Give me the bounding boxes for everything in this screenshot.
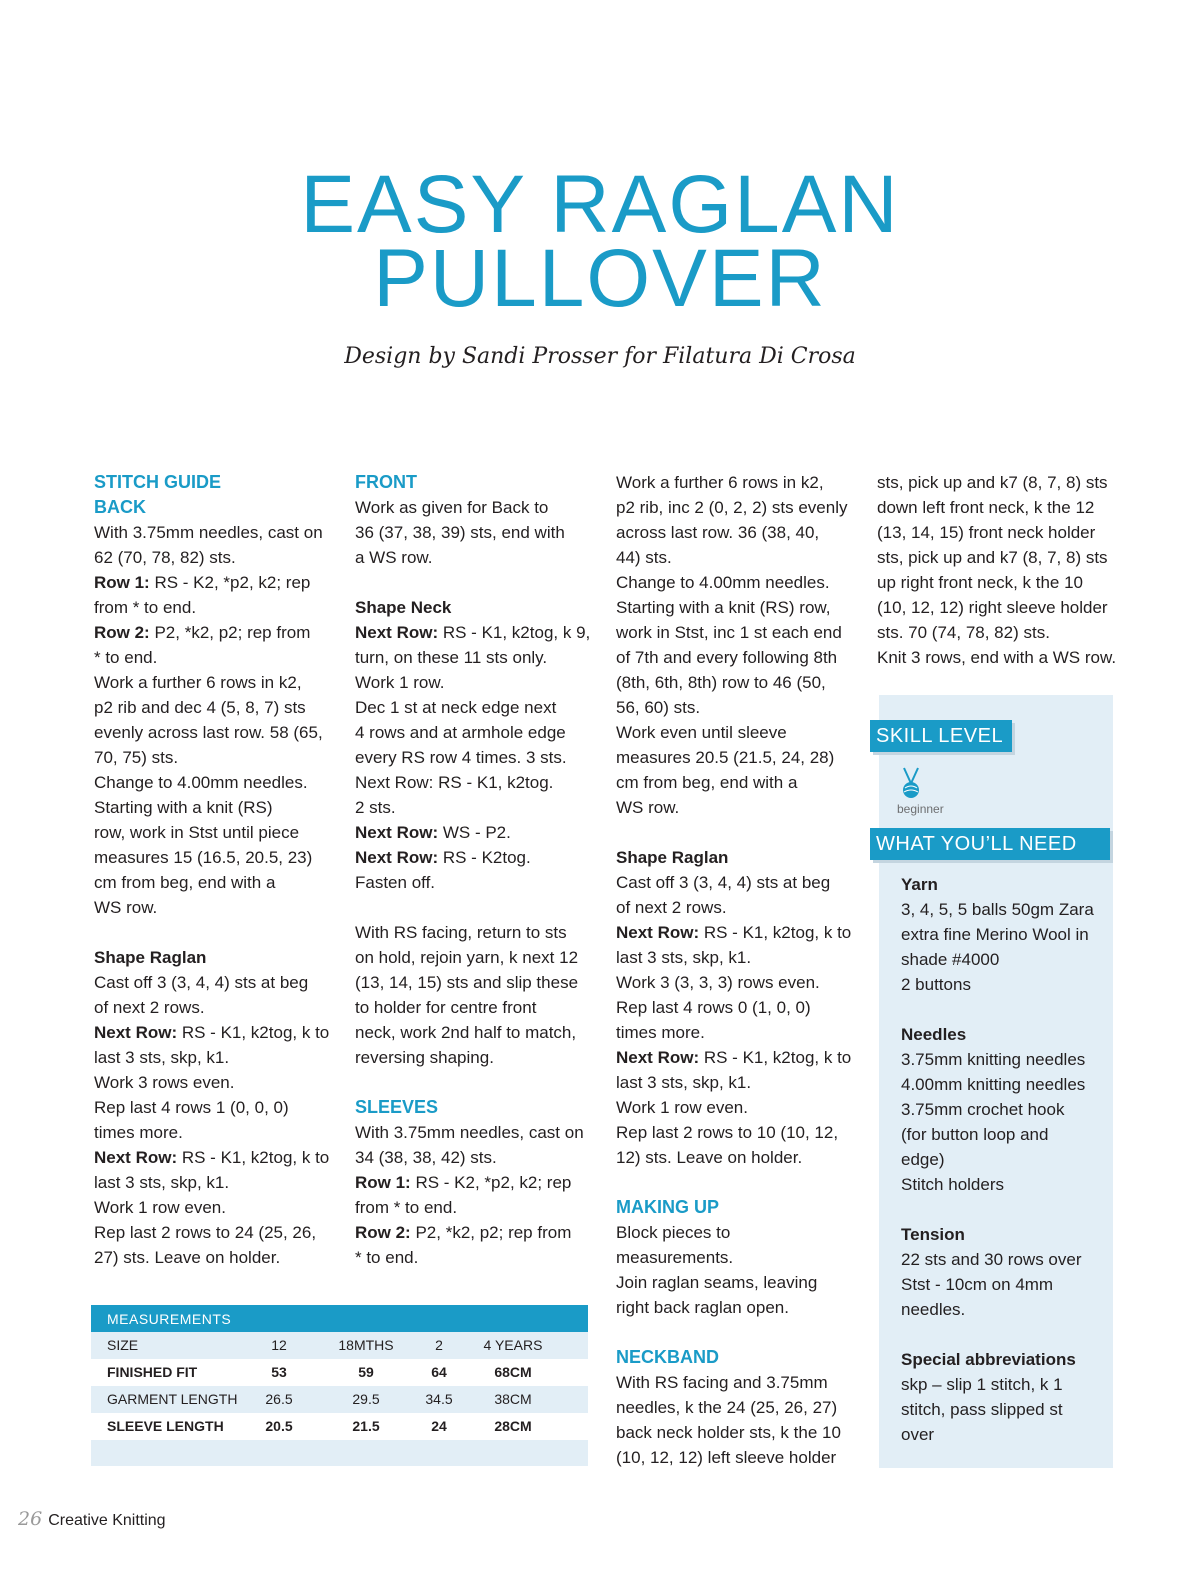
instruction-line: 56, 60) sts.	[616, 698, 701, 717]
instruction-line: sts, pick up and k7 (8, 7, 8) sts	[877, 548, 1108, 567]
spacer	[901, 1322, 1111, 1347]
instruction-line: 3.75mm crochet hook	[901, 1100, 1065, 1119]
instruction-line: last 3 sts, skp, k1.	[616, 948, 752, 967]
instruction-line: 4 rows and at armhole edge	[355, 723, 566, 742]
instruction-line: measures 15 (16.5, 20.5, 23)	[94, 848, 313, 867]
table-cell: 38CM	[494, 1391, 532, 1407]
page-number: 26	[18, 1508, 43, 1530]
subsection-heading: Shape Raglan	[94, 948, 207, 967]
instruction-line: last 3 sts, skp, k1.	[94, 1048, 230, 1067]
instruction-line: extra fine Merino Wool in	[901, 925, 1089, 944]
instruction-line: up right front neck, k the 10	[877, 573, 1084, 592]
instruction-line	[94, 570, 334, 595]
spacer	[94, 920, 334, 945]
instruction-line: Fasten off.	[355, 873, 436, 892]
instruction-line: 4.00mm knitting needles	[901, 1075, 1086, 1094]
table-cell: 20.5	[265, 1418, 293, 1434]
instruction-line: sts. 70 (74, 78, 82) sts.	[877, 623, 1050, 642]
instruction-line: measurements.	[616, 1248, 734, 1267]
instruction-line: measures 20.5 (21.5, 24, 28)	[616, 748, 835, 767]
instruction-line: * to end.	[355, 1248, 419, 1267]
table-row	[91, 1413, 588, 1440]
instruction-line	[616, 920, 861, 945]
instruction-line: sts, pick up and k7 (8, 7, 8) sts	[877, 473, 1108, 492]
section-heading: FRONT	[355, 472, 417, 492]
spacer	[901, 1197, 1111, 1222]
instruction-text: RS - K1, k2tog, k to	[699, 923, 852, 942]
instruction-line: to holder for centre front	[355, 998, 537, 1017]
instruction-line: across last row. 36 (38, 40,	[616, 523, 820, 542]
measurements-table	[91, 1305, 588, 1468]
spacer	[355, 570, 595, 595]
instruction-line: Join raglan seams, leaving	[616, 1273, 818, 1292]
instruction-line: last 3 sts, skp, k1.	[616, 1073, 752, 1092]
instruction-text: RS - K1, k2tog, k 9,	[438, 623, 591, 642]
instruction-line: (for button loop and	[901, 1125, 1049, 1144]
table-cell: 53	[271, 1364, 287, 1380]
table-cell: 64	[431, 1364, 447, 1380]
row-label: Next Row:	[355, 848, 439, 867]
byline: Design by Sandi Prosser for Filatura Di Crosa	[344, 344, 856, 369]
instruction-line: stitch, pass slipped st	[901, 1400, 1063, 1419]
instruction-line: Work as given for Back to	[355, 498, 549, 517]
instruction-line: With RS facing and 3.75mm	[616, 1373, 828, 1392]
page-title	[0, 159, 1200, 324]
instruction-line: on hold, rejoin yarn, k next 12	[355, 948, 579, 967]
instruction-line: needles.	[901, 1300, 966, 1319]
table-cell: 68CM	[494, 1364, 532, 1380]
instruction-line	[94, 1020, 334, 1045]
table-cell: 34.5	[425, 1391, 453, 1407]
instruction-line	[616, 1045, 861, 1070]
row-label: Next Row:	[94, 1148, 178, 1167]
publication-name: Creative Knitting	[48, 1512, 166, 1529]
title-line-1: EASY RAGLAN	[300, 159, 900, 250]
skill-level-label: beginner	[897, 802, 944, 816]
instruction-line: Work even until sleeve	[616, 723, 787, 742]
instruction-line: from * to end.	[355, 1198, 458, 1217]
table-cell: 12	[271, 1337, 287, 1353]
instruction-line: a WS row.	[355, 548, 433, 567]
subsection-heading: Shape Raglan	[616, 848, 729, 867]
section-heading: STITCH GUIDE	[94, 472, 222, 492]
instruction-line: over	[901, 1425, 935, 1444]
instruction-line: 2 sts.	[355, 798, 396, 817]
instruction-line: (10, 12, 12) right sleeve holder	[877, 598, 1108, 617]
section-heading: MAKING UP	[616, 1197, 719, 1217]
instruction-line: reversing shaping.	[355, 1048, 494, 1067]
instruction-line: row, work in Stst until piece	[94, 823, 300, 842]
row-label: Row 1:	[355, 1173, 411, 1192]
row-label: Next Row:	[94, 1023, 178, 1042]
instruction-line: (13, 14, 15) sts and slip these	[355, 973, 579, 992]
column-2	[355, 470, 595, 1270]
instruction-line	[355, 1170, 595, 1195]
measurements-table-footer	[91, 1440, 588, 1466]
spacer	[355, 1070, 595, 1095]
instruction-line: Stst - 10cm on 4mm	[901, 1275, 1054, 1294]
subsection-heading: Needles	[901, 1025, 967, 1044]
instruction-line: 62 (70, 78, 82) sts.	[94, 548, 236, 567]
instruction-line: WS row.	[616, 798, 680, 817]
instruction-line: With RS facing, return to sts	[355, 923, 567, 942]
section-heading: BACK	[94, 497, 146, 517]
instruction-line: Dec 1 st at neck edge next	[355, 698, 557, 717]
instruction-text: P2, *k2, p2; rep from	[149, 623, 311, 642]
instruction-line: (13, 14, 15) front neck holder	[877, 523, 1096, 542]
column-1	[94, 470, 334, 1270]
instruction-line: right back raglan open.	[616, 1298, 789, 1317]
instruction-line: work in Stst, inc 1 st each end	[616, 623, 842, 642]
table-row	[91, 1386, 588, 1413]
instruction-line: needles, k the 24 (25, 26, 27)	[616, 1398, 838, 1417]
instruction-line: Rep last 4 rows 1 (0, 0, 0)	[94, 1098, 289, 1117]
instruction-line: Work 1 row even.	[616, 1098, 748, 1117]
section-heading: NECKBAND	[616, 1347, 719, 1367]
row-label: Next Row:	[355, 823, 439, 842]
materials-list	[901, 872, 1111, 1447]
instruction-line: Rep last 2 rows to 24 (25, 26,	[94, 1223, 317, 1242]
instruction-line: p2 rib, inc 2 (0, 2, 2) sts evenly	[616, 498, 848, 517]
column-3	[616, 470, 861, 1470]
instruction-line: 44) sts.	[616, 548, 672, 567]
instruction-line: last 3 sts, skp, k1.	[94, 1173, 230, 1192]
instruction-line: skp – slip 1 stitch, k 1	[901, 1375, 1063, 1394]
instruction-line: Work 1 row.	[355, 673, 445, 692]
instruction-line: Rep last 2 rows to 10 (10, 12,	[616, 1123, 839, 1142]
instruction-line: Stitch holders	[901, 1175, 1004, 1194]
instruction-line: Change to 4.00mm needles.	[94, 773, 308, 792]
instruction-line: of next 2 rows.	[94, 998, 205, 1017]
instruction-line: 3, 4, 5, 5 balls 50gm Zara	[901, 900, 1094, 919]
instruction-line	[355, 845, 595, 870]
instruction-line: times more.	[616, 1023, 705, 1042]
instruction-line: (8th, 6th, 8th) row to 46 (50,	[616, 673, 826, 692]
instruction-line: Rep last 4 rows 0 (1, 0, 0)	[616, 998, 811, 1017]
subsection-heading: Shape Neck	[355, 598, 452, 617]
instruction-line: shade #4000	[901, 950, 1000, 969]
spacer	[616, 820, 861, 845]
skill-level-heading: SKILL LEVEL	[870, 720, 1012, 752]
instruction-line: Starting with a knit (RS) row,	[616, 598, 831, 617]
instruction-line: 12) sts. Leave on holder.	[616, 1148, 803, 1167]
spacer	[616, 1170, 861, 1195]
subsection-heading: Yarn	[901, 875, 938, 894]
title-line-2: PULLOVER	[373, 233, 827, 324]
instruction-line	[355, 820, 595, 845]
instruction-text: RS - K2tog.	[438, 848, 531, 867]
instruction-line: 22 sts and 30 rows over	[901, 1250, 1082, 1269]
yarn-ball-needles-icon	[898, 766, 924, 800]
instruction-line: times more.	[94, 1123, 183, 1142]
column-4	[877, 470, 1122, 670]
instruction-line	[355, 620, 595, 645]
instruction-line: 36 (37, 38, 39) sts, end with	[355, 523, 565, 542]
instruction-line: 34 (38, 38, 42) sts.	[355, 1148, 497, 1167]
measurements-heading: MEASUREMENTS	[91, 1305, 588, 1332]
instruction-line: every RS row 4 times. 3 sts.	[355, 748, 567, 767]
instruction-line: cm from beg, end with a	[616, 773, 798, 792]
instruction-line: Work 3 (3, 3, 3) rows even.	[616, 973, 820, 992]
row-label: Next Row:	[355, 623, 439, 642]
table-cell: 21.5	[352, 1418, 380, 1434]
instruction-line: cm from beg, end with a	[94, 873, 276, 892]
instruction-line: Knit 3 rows, end with a WS row.	[877, 648, 1117, 667]
instruction-line: Work a further 6 rows in k2,	[616, 473, 824, 492]
row-label: Row 2:	[94, 623, 150, 642]
row-label: Row 2:	[355, 1223, 411, 1242]
row-label: Row 1:	[94, 573, 150, 592]
table-cell: 26.5	[265, 1391, 293, 1407]
instruction-line	[355, 1220, 595, 1245]
instruction-line: 2 buttons	[901, 975, 971, 994]
instruction-line: edge)	[901, 1150, 945, 1169]
instruction-text: RS - K1, k2tog, k to	[177, 1023, 330, 1042]
row-header-cell: FINISHED FIT	[107, 1364, 198, 1380]
table-row	[91, 1359, 588, 1386]
instruction-line: neck, work 2nd half to match,	[355, 1023, 577, 1042]
instruction-line: Block pieces to	[616, 1223, 731, 1242]
instruction-line: Starting with a knit (RS)	[94, 798, 273, 817]
instruction-line: With 3.75mm needles, cast on	[94, 523, 323, 542]
spacer	[901, 997, 1111, 1022]
instruction-line	[94, 1145, 334, 1170]
instruction-line: Next Row: RS - K1, k2tog.	[355, 773, 554, 792]
instruction-line: Change to 4.00mm needles.	[616, 573, 830, 592]
row-header-cell: GARMENT LENGTH	[107, 1391, 238, 1407]
instruction-line: (10, 12, 12) left sleeve holder	[616, 1448, 837, 1467]
page-footer	[18, 1508, 166, 1530]
instruction-line: down left front neck, k the 12	[877, 498, 1095, 517]
instruction-line: evenly across last row. 58 (65,	[94, 723, 323, 742]
instruction-line: Cast off 3 (3, 4, 4) sts at beg	[94, 973, 309, 992]
instruction-line	[94, 620, 334, 645]
instruction-line: Work 1 row even.	[94, 1198, 226, 1217]
instruction-line: 70, 75) sts.	[94, 748, 179, 767]
subsection-heading: Special abbreviations	[901, 1350, 1076, 1369]
table-cell: 29.5	[352, 1391, 380, 1407]
instruction-line: 3.75mm knitting needles	[901, 1050, 1086, 1069]
instruction-line: back neck holder sts, k the 10	[616, 1423, 841, 1442]
table-row	[91, 1332, 588, 1359]
instruction-line: Cast off 3 (3, 4, 4) sts at beg	[616, 873, 831, 892]
row-label: Next Row:	[616, 923, 700, 942]
row-header-cell: SLEEVE LENGTH	[107, 1418, 224, 1434]
table-cell: 24	[431, 1418, 447, 1434]
instruction-line: of next 2 rows.	[616, 898, 727, 917]
instruction-text: RS - K1, k2tog, k to	[699, 1048, 852, 1067]
table-cell: 18MTHS	[338, 1337, 394, 1353]
section-heading: SLEEVES	[355, 1097, 439, 1117]
table-cell: 4 YEARS	[483, 1337, 543, 1353]
what-you-need-heading: WHAT YOU’LL NEED	[870, 828, 1110, 860]
instruction-text: WS - P2.	[438, 823, 511, 842]
table-cell: 28CM	[494, 1418, 532, 1434]
table-cell: 59	[358, 1364, 374, 1380]
subsection-heading: Tension	[901, 1225, 965, 1244]
instruction-text: RS - K2, *p2, k2; rep	[149, 573, 311, 592]
instruction-text: RS - K1, k2tog, k to	[177, 1148, 330, 1167]
instruction-line: p2 rib and dec 4 (5, 8, 7) sts	[94, 698, 306, 717]
instruction-line: 27) sts. Leave on holder.	[94, 1248, 281, 1267]
spacer	[355, 895, 595, 920]
instruction-line: of 7th and every following 8th	[616, 648, 838, 667]
instruction-line: With 3.75mm needles, cast on	[355, 1123, 584, 1142]
spacer	[616, 1320, 861, 1345]
row-label: Next Row:	[616, 1048, 700, 1067]
instruction-line: * to end.	[94, 648, 158, 667]
row-header-cell: SIZE	[107, 1337, 139, 1353]
table-cell: 2	[435, 1337, 443, 1353]
instruction-text: RS - K2, *p2, k2; rep	[410, 1173, 572, 1192]
instruction-line: from * to end.	[94, 598, 197, 617]
instruction-line: Work a further 6 rows in k2,	[94, 673, 302, 692]
instruction-line: WS row.	[94, 898, 158, 917]
instruction-line: turn, on these 11 sts only.	[355, 648, 548, 667]
instruction-text: P2, *k2, p2; rep from	[410, 1223, 572, 1242]
instruction-line: Work 3 rows even.	[94, 1073, 235, 1092]
